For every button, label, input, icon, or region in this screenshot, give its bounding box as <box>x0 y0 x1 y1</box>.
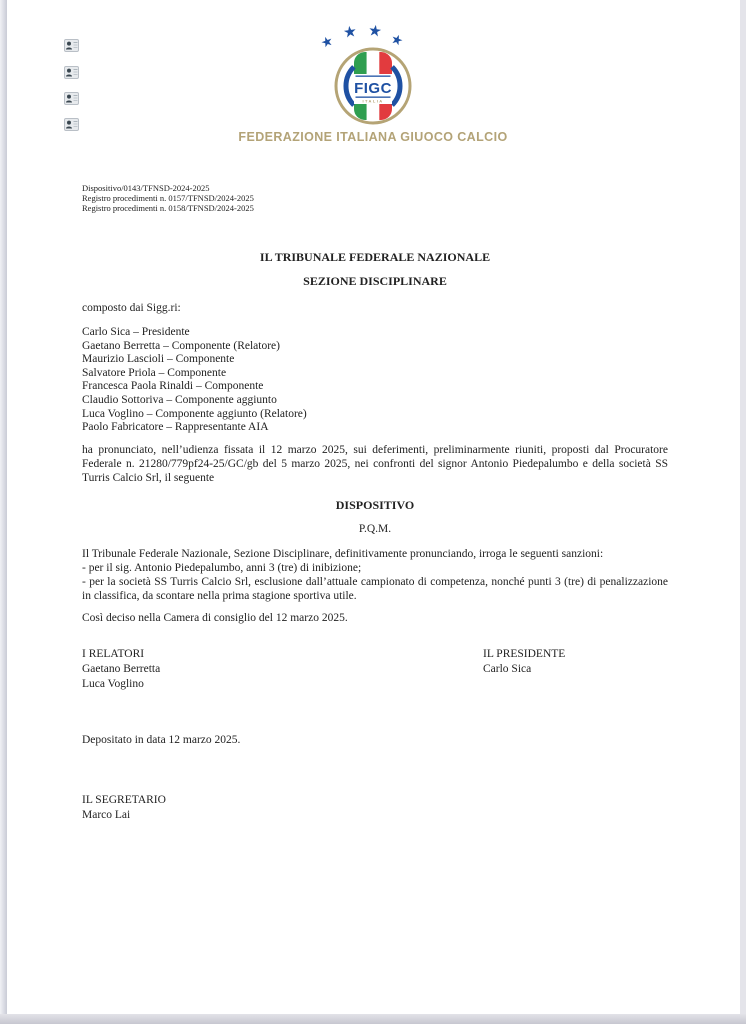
ref-line: Registro procedimenti n. 0158/TFNSD/2024-2025 <box>82 202 254 213</box>
relatori-title: I RELATORI <box>82 648 145 660</box>
sanction-item: - per il sig. Antonio Piedepalumbo, anni 3 (tre) di inibizione; <box>82 562 362 574</box>
relator-name: Gaetano Berretta <box>82 663 161 676</box>
panel-member: Luca Voglino – Componente aggiunto (Relatore) <box>82 407 307 420</box>
panel-member: Claudio Sottoriva – Componente aggiunto <box>82 393 277 406</box>
figc-acronym: FIGC <box>354 80 392 97</box>
decision-date-line: Così deciso nella Camera di consiglio del 12 marzo 2025. <box>82 612 348 624</box>
figc-country-label: ITALIA <box>362 98 384 104</box>
figc-stars-icon <box>320 24 404 48</box>
secretary-signature-block <box>82 793 668 823</box>
panel-member: Carlo Sica – Presidente <box>82 326 190 338</box>
composition-intro: composto dai Sigg.ri: <box>82 302 181 314</box>
president-name: Carlo Sica <box>483 663 532 676</box>
dispositivo-heading: DISPOSITIVO <box>335 498 415 512</box>
panel-members-list <box>82 326 668 435</box>
panel-member: Paolo Fabricatore – Rappresentante AIA <box>82 421 269 434</box>
president-signature-block <box>483 647 683 677</box>
president-title: IL PRESIDENTE <box>483 648 566 660</box>
panel-member: Francesca Paola Rinaldi – Componente <box>82 380 264 393</box>
pronouncement-paragraph: ha pronunciato, nell’udienza fissata il 12 marzo 2025, sui deferimenti, preliminarmente riuniti, proposti dal Procuratore Federale n. 21280/779pf24-25/GC/gb del 5 marzo 2025, nei confronti del signor Antonio Piedepalumbo e della società SS Turris Calcio Srl, il seguente <box>82 444 668 484</box>
figc-wordmark: FEDERAZIONE ITALIANA GIUOCO CALCIO <box>238 130 508 144</box>
relatori-signature-block <box>82 647 382 693</box>
ref-line: Registro procedimenti n. 0157/TFNSD/2024-2025 <box>82 192 254 203</box>
page-edge-bottom <box>0 1014 746 1024</box>
pqm-heading: P.Q.M. <box>358 523 392 535</box>
figc-emblem-icon <box>308 10 438 126</box>
reference-block <box>82 184 668 213</box>
page-edge-right <box>740 0 746 1024</box>
relator-name: Luca Voglino <box>82 678 144 691</box>
figc-logo <box>0 10 746 144</box>
section-heading: SEZIONE DISCIPLINARE <box>303 274 447 288</box>
secretary-name: Marco Lai <box>82 809 131 822</box>
tribunal-heading: IL TRIBUNALE FEDERALE NAZIONALE <box>259 250 491 264</box>
sanctions-paragraph <box>82 547 668 603</box>
panel-member: Maurizio Lascioli – Componente <box>82 353 235 366</box>
secretary-title: IL SEGRETARIO <box>82 794 166 806</box>
panel-member: Gaetano Berretta – Componente (Relatore) <box>82 339 280 352</box>
panel-member: Salvatore Priola – Componente <box>82 366 227 379</box>
sanctions-intro: Il Tribunale Federale Nazionale, Sezione Disciplinare, definitivamente pronunciando, irroga le seguenti sanzioni: <box>82 548 604 560</box>
sanction-item: - per la società SS Turris Calcio Srl, esclusione dall’attuale campionato di competenza, nonché punti 3 (tre) di penalizzazione in classifica, da scontare nella prima stagione sportiva utile. <box>82 576 668 602</box>
deposit-line: Depositato in data 12 marzo 2025. <box>82 734 241 746</box>
page-edge-left <box>0 0 7 1024</box>
ref-line: Dispositivo/0143/TFNSD-2024-2025 <box>82 183 210 193</box>
